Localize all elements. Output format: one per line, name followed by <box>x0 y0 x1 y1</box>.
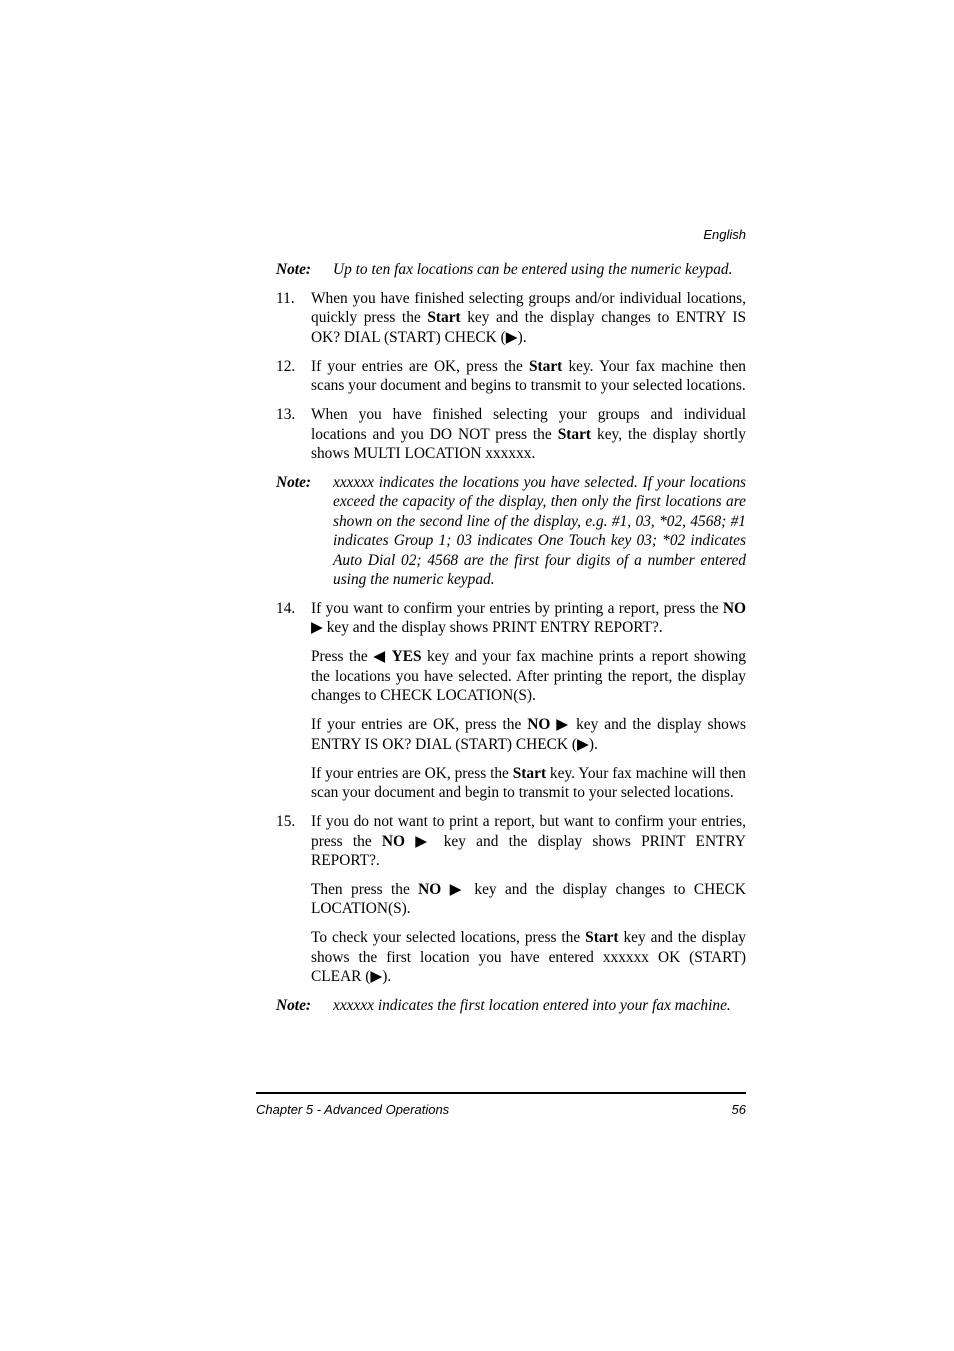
note-text: xxxxxx indicates the first location entered into your fax machine. <box>333 997 731 1015</box>
paragraph: If you want to confirm your entries by printing a report, press the NO ▶ key and the display shows PRINT ENTRY REPORT?. <box>311 600 746 637</box>
key-name: Start <box>585 929 619 947</box>
paragraph: Then press the NO ▶ key and the display changes to CHECK LOCATION(S). <box>311 880 746 918</box>
note <box>276 996 746 1015</box>
paragraph: If you do not want to print a report, but want to confirm your entries, press the NO ▶ key and the display shows PRINT ENTRY REPORT?. <box>311 813 746 869</box>
item-number: 13. <box>276 406 296 424</box>
item-body <box>311 357 746 396</box>
item-number: 12. <box>276 357 296 375</box>
key-name: NO ▶ <box>418 880 466 898</box>
note <box>276 260 746 279</box>
item-number: 15. <box>276 813 296 831</box>
item-body <box>311 812 746 986</box>
key-name: Start <box>528 357 563 375</box>
key-name: ◀ YES <box>373 648 422 666</box>
key-name: Start <box>427 309 461 327</box>
key-name: NO ▶ <box>381 832 434 850</box>
paragraph: If your entries are OK, press the NO ▶ key and the display shows ENTRY IS OK? DIAL (START) CHECK (▶). <box>311 716 746 753</box>
paragraph: When you have finished selecting your groups and individual locations and you DO NOT press the Start key, the display shortly shows MULTI LOCATION xxxxxx. <box>311 406 746 463</box>
paragraph: Press the ◀ YES key and your fax machine prints a report showing the locations you have selected. After printing the report, the display changes to CHECK LOCATION(S). <box>311 648 746 705</box>
list-item-12 <box>276 357 746 396</box>
list-item-13 <box>276 405 746 463</box>
note-text: xxxxxx indicates the locations you have selected. If your locations exceed the capacity of the display, then only the first locations are shown on the second line of the display, e.g. #1, 03, *02, 4568; #1 indicates Group 1; 03 indicates One Touch key 03; *02 indicates Auto Dial 02; 4568 are the first four digits of a number entered using the numeric keypad. <box>333 474 746 589</box>
note <box>276 473 746 589</box>
list-item-11 <box>276 289 746 347</box>
paragraph: When you have finished selecting groups and/or individual locations, quickly press the Start key and the display changes to ENTRY IS OK? DIAL (START) CHECK (▶). <box>311 290 747 346</box>
footer-divider <box>256 1092 746 1094</box>
item-number: 14. <box>276 600 296 618</box>
note-text: Up to ten fax locations can be entered using the numeric keypad. <box>333 261 733 278</box>
key-name: NO ▶ <box>311 600 746 637</box>
note-label: Note: <box>276 997 312 1015</box>
note-label: Note: <box>276 474 312 492</box>
key-name: Start <box>512 764 547 782</box>
page-content <box>276 260 746 1025</box>
page-number: 56 <box>731 1102 746 1117</box>
list-item-14 <box>276 599 746 802</box>
page-header-language: English <box>703 227 746 242</box>
item-body <box>311 405 746 463</box>
paragraph: If your entries are OK, press the Start key. Your fax machine will then scan your document and begin to transmit to your selected locations. <box>311 764 746 802</box>
key-name: Start <box>557 425 592 443</box>
key-name: NO ▶ <box>527 716 571 734</box>
item-body <box>311 599 746 802</box>
paragraph: To check your selected locations, press the Start key and the display shows the first location you have entered xxxxxx OK (START) CLEAR (▶). <box>311 929 746 986</box>
item-body <box>311 289 746 347</box>
item-number: 11. <box>276 290 295 307</box>
paragraph: If your entries are OK, press the Start key. Your fax machine then scans your document and begins to transmit to your selected locations. <box>311 357 746 395</box>
footer-chapter: Chapter 5 - Advanced Operations <box>256 1102 450 1117</box>
note-label: Note: <box>276 261 312 278</box>
list-item-15 <box>276 812 746 986</box>
